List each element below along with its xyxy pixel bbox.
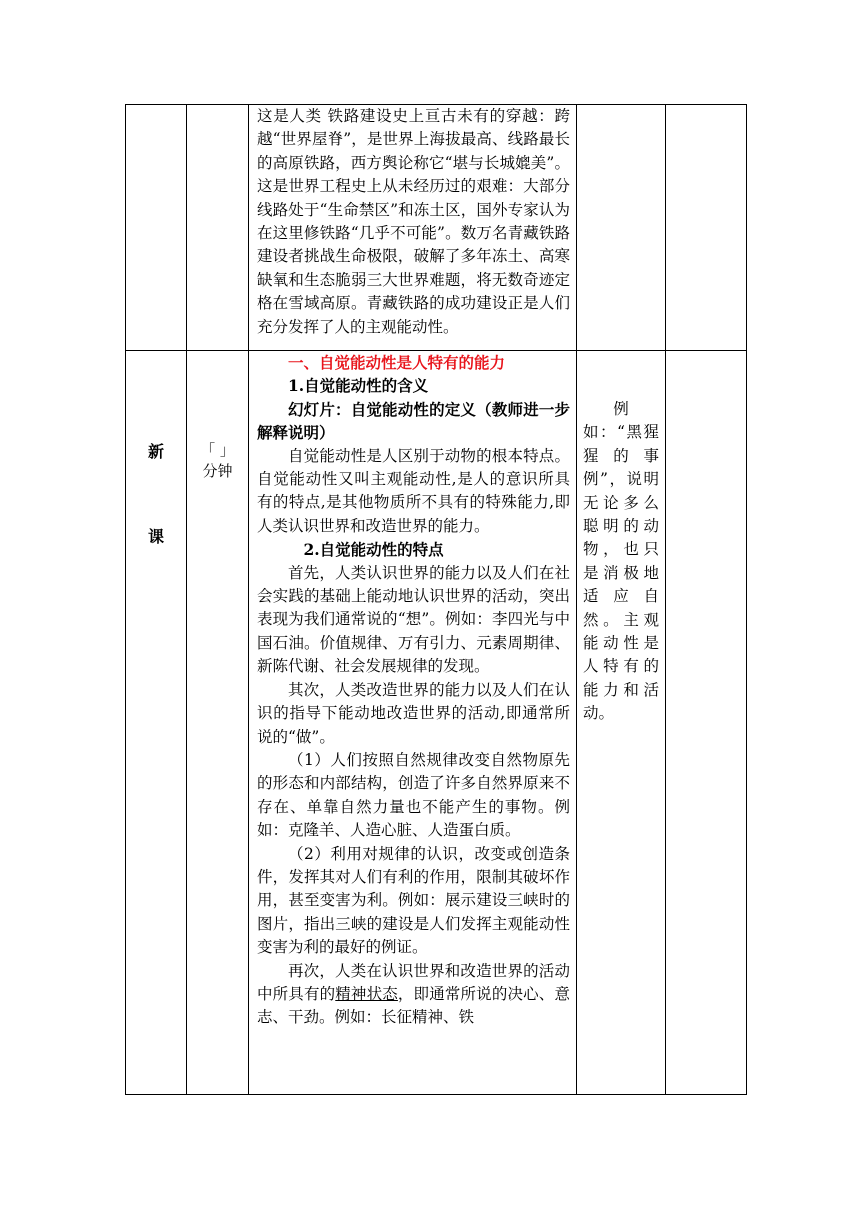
third-text-b: ，即通常所说的决心、意志、干劲。例如：长征精神、铁 — [257, 984, 570, 1027]
section-label-cell — [126, 351, 187, 1095]
empty-cell — [577, 105, 666, 351]
intro-text: 这是人类 铁路建设史上亘古未有的穿越：跨越“世界屋脊”，是世界上海拔最高、线路最长的高原铁路，西方舆论称它“堪与长城媲美”。这是世界工程史上从未经历过的艰难：大部分线路处于“生命禁区”和冻土区，国外专家认为在这里修铁路“几乎不可能”。数万名青藏铁路建设者挑战生命极限，破解了多年冻土、高寒缺氧和生态脆弱三大世界难题，将无数奇迹定格在雪域高原。青藏铁路的成功建设正是人们充分发挥了人的主观能动性。 — [257, 107, 570, 336]
time-cell — [187, 351, 249, 1095]
empty-cell — [126, 105, 187, 351]
empty-cell — [187, 105, 249, 351]
section-char-2: 课 — [147, 527, 164, 546]
third-paragraph — [257, 960, 570, 1030]
heading-3: 2.自觉能动性的特点 — [303, 540, 444, 560]
intro-row — [126, 105, 747, 351]
content-cell — [249, 351, 577, 1095]
new-lesson-row — [126, 351, 747, 1095]
section-char-1: 新 — [147, 442, 164, 461]
note-text: 如：“黑猩猩的事例”，说明无论多么聪明的动物，也只是消极地适应自然。主观能动性是人特有的能力和活动。 — [583, 423, 659, 723]
note-cell — [577, 351, 666, 1095]
heading-2: 1.自觉能动性的含义 — [288, 376, 429, 396]
point-2: （2）利用对规律的认识，改变或创造条件，发挥其对人们有利的作用，限制其破坏作用，甚至变害为利。例如：展示建设三峡时的图片，指出三峡的建设是人们发挥主观能动性变害为利的最好的例证。 — [257, 844, 570, 957]
slide-note: 幻灯片：自觉能动性的定义（教师进一步解释说明） — [257, 399, 570, 443]
point-1: （1）人们按照自然规律改变自然物原先的形态和内部结构，创造了许多自然界原来不存在、单靠自然力量也不能产生的事物。例如：克隆羊、人造心脏、人造蛋白质。 — [257, 750, 570, 840]
lesson-plan-table — [125, 104, 747, 1095]
definition-text: 自觉能动性是人区别于动物的根本特点。自觉能动性又叫主观能动性,是人的意识所具有的特点,是其他物质所不具有的特殊能力,即人类认识世界和改造世界的能力。 — [257, 446, 570, 535]
empty-cell — [666, 351, 747, 1095]
note-lead: 例 — [613, 400, 629, 418]
second-paragraph: 其次，人类改造世界的能力以及人们在认识的指导下能动地改造世界的活动,即通常所说的“做”。 — [257, 680, 570, 746]
time-bracket: 「 」 — [200, 441, 235, 459]
third-text-a: 再次，人类在认识世界和改造世界的活动中所具有的 — [257, 961, 570, 1003]
intro-cell — [249, 105, 577, 351]
time-unit: 分钟 — [202, 462, 233, 480]
first-paragraph: 首先，人类认识世界的能力以及人们在社会实践的基础上能动地认识世界的活动，突出表现为我们通常说的“想”。例如：李四光与中国石油。价值规律、万有引力、元素周期律、新陈代谢、社会发展规律的发现。 — [257, 563, 570, 676]
heading-1: 一、自觉能动性是人特有的能力 — [288, 353, 506, 372]
underlined-term: 精神状态 — [335, 984, 398, 1003]
empty-cell — [666, 105, 747, 351]
